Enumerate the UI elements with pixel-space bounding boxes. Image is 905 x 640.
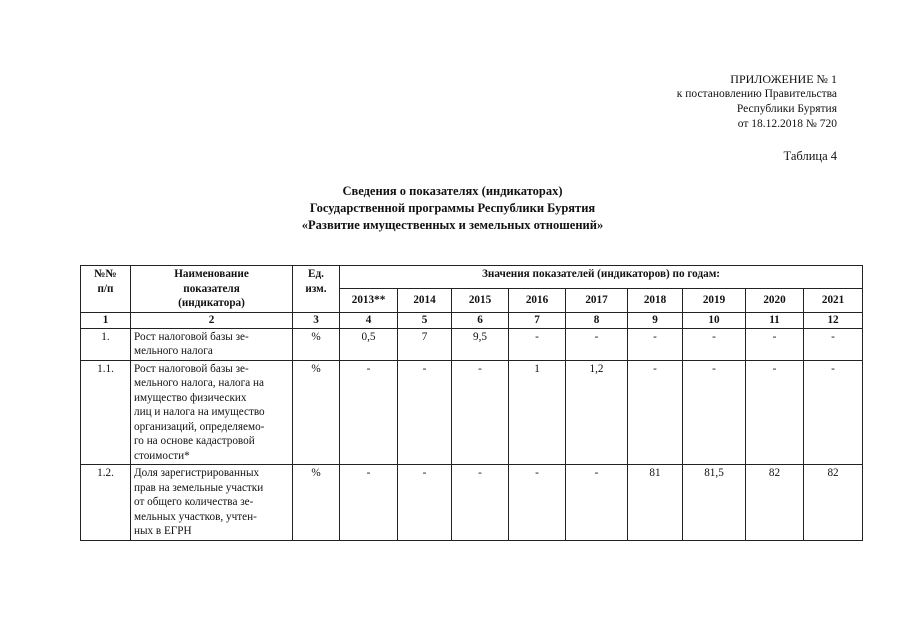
header-name-line: Наименование bbox=[174, 268, 249, 280]
header-year: 2016 bbox=[509, 289, 566, 312]
table-body bbox=[81, 312, 863, 540]
header-year: 2021 bbox=[804, 289, 863, 312]
appendix-line-3: от 18.12.2018 № 720 bbox=[737, 118, 837, 130]
value-cell: 9,5 bbox=[452, 328, 509, 360]
indicator-name-line: Рост налоговой базы зе- bbox=[134, 362, 249, 375]
column-numbers-row bbox=[81, 312, 863, 328]
indicator-name-line: ных в ЕГРН bbox=[134, 525, 192, 537]
header-name bbox=[131, 266, 293, 313]
value-cell: - bbox=[746, 360, 804, 465]
value-cell: 0,5 bbox=[340, 328, 398, 360]
column-number: 6 bbox=[452, 312, 509, 328]
column-number: 4 bbox=[340, 312, 398, 328]
header-year: 2014 bbox=[398, 289, 452, 312]
header-year: 2018 bbox=[628, 289, 683, 312]
row-number: 1. bbox=[81, 328, 131, 360]
indicator-name bbox=[131, 360, 293, 465]
indicator-name-line: Рост налоговой базы зе- bbox=[134, 330, 249, 343]
value-cell: - bbox=[340, 360, 398, 465]
header-year: 2017 bbox=[566, 289, 628, 312]
indicator-name-line: мельных участков, учтен- bbox=[134, 510, 257, 523]
document-title bbox=[0, 183, 905, 234]
header-name-line: показателя bbox=[183, 282, 240, 295]
column-number: 8 bbox=[566, 312, 628, 328]
indicator-name-line: стоимости* bbox=[134, 449, 190, 462]
value-cell: - bbox=[683, 360, 746, 465]
column-number: 12 bbox=[804, 312, 863, 328]
column-number: 2 bbox=[131, 312, 293, 328]
value-cell: - bbox=[746, 328, 804, 360]
table-row bbox=[81, 360, 863, 465]
table-row bbox=[81, 465, 863, 541]
indicator-name-line: от общего количества зе- bbox=[134, 496, 254, 508]
column-number: 10 bbox=[683, 312, 746, 328]
title-line-2: Государственной программы Республики Бурятия bbox=[309, 201, 596, 215]
appendix-line-1: к постановлению Правительства bbox=[676, 88, 837, 100]
row-number: 1.2. bbox=[81, 465, 131, 541]
value-cell: - bbox=[628, 360, 683, 465]
indicator-name-line: организаций, определяемо- bbox=[134, 420, 265, 433]
unit-cell: % bbox=[293, 465, 340, 541]
header-year: 2020 bbox=[746, 289, 804, 312]
appendix-block bbox=[677, 72, 837, 132]
indicator-name-line: имущество физических bbox=[134, 391, 247, 404]
indicator-name-line: го на основе кадастровой bbox=[134, 435, 255, 447]
title-line-1: Сведения о показателях (индикаторах) bbox=[342, 184, 563, 198]
appendix-title: ПРИЛОЖЕНИЕ № 1 bbox=[730, 72, 837, 86]
value-cell: - bbox=[566, 465, 628, 541]
value-cell: - bbox=[509, 465, 566, 541]
value-cell: - bbox=[804, 328, 863, 360]
column-number: 5 bbox=[398, 312, 452, 328]
value-cell: 81 bbox=[628, 465, 683, 541]
value-cell: - bbox=[628, 328, 683, 360]
value-cell: - bbox=[566, 328, 628, 360]
indicator-name-line: Доля зарегистрированных bbox=[134, 467, 260, 479]
header-year: 2013** bbox=[340, 289, 398, 312]
unit-cell: % bbox=[293, 328, 340, 360]
header-name-line: (индикатора) bbox=[178, 297, 245, 309]
header-year: 2015 bbox=[452, 289, 509, 312]
indicator-name-line: прав на земельные участки bbox=[134, 481, 264, 494]
row-number: 1.1. bbox=[81, 360, 131, 465]
column-number: 1 bbox=[81, 312, 131, 328]
value-cell: - bbox=[804, 360, 863, 465]
column-number: 11 bbox=[746, 312, 804, 328]
value-cell: 1,2 bbox=[566, 360, 628, 465]
header-num bbox=[81, 266, 131, 313]
table-row bbox=[81, 328, 863, 360]
value-cell: - bbox=[683, 328, 746, 360]
value-cell: - bbox=[509, 328, 566, 360]
table-header bbox=[81, 266, 863, 313]
column-number: 7 bbox=[509, 312, 566, 328]
header-row-1 bbox=[81, 266, 863, 289]
title-line-3: «Развитие имущественных и земельных отношений» bbox=[301, 218, 604, 232]
indicator-name-line: мельного налога, налога на bbox=[134, 377, 264, 389]
header-year: 2019 bbox=[683, 289, 746, 312]
unit-cell: % bbox=[293, 360, 340, 465]
header-num-line: п/п bbox=[97, 282, 114, 295]
value-cell: 82 bbox=[804, 465, 863, 541]
column-number: 9 bbox=[628, 312, 683, 328]
table-label: Таблица 4 bbox=[783, 149, 837, 163]
indicator-name bbox=[131, 328, 293, 360]
header-unit bbox=[293, 266, 340, 313]
indicator-name-line: лиц и налога на имущество bbox=[134, 406, 265, 418]
indicators-table bbox=[80, 265, 863, 541]
header-values-group: Значения показателей (индикаторов) по годам: bbox=[340, 266, 863, 289]
value-cell: 1 bbox=[509, 360, 566, 465]
value-cell: - bbox=[452, 465, 509, 541]
value-cell: - bbox=[452, 360, 509, 465]
indicator-name bbox=[131, 465, 293, 541]
value-cell: 81,5 bbox=[683, 465, 746, 541]
value-cell: 7 bbox=[398, 328, 452, 360]
column-number: 3 bbox=[293, 312, 340, 328]
header-unit-line: Ед. bbox=[308, 268, 324, 280]
indicator-name-line: мельного налога bbox=[134, 345, 213, 357]
header-unit-line: изм. bbox=[305, 282, 327, 295]
value-cell: - bbox=[340, 465, 398, 541]
header-num-line: №№ bbox=[94, 268, 117, 280]
value-cell: - bbox=[398, 465, 452, 541]
value-cell: 82 bbox=[746, 465, 804, 541]
value-cell: - bbox=[398, 360, 452, 465]
appendix-line-2: Республики Бурятия bbox=[736, 103, 837, 115]
